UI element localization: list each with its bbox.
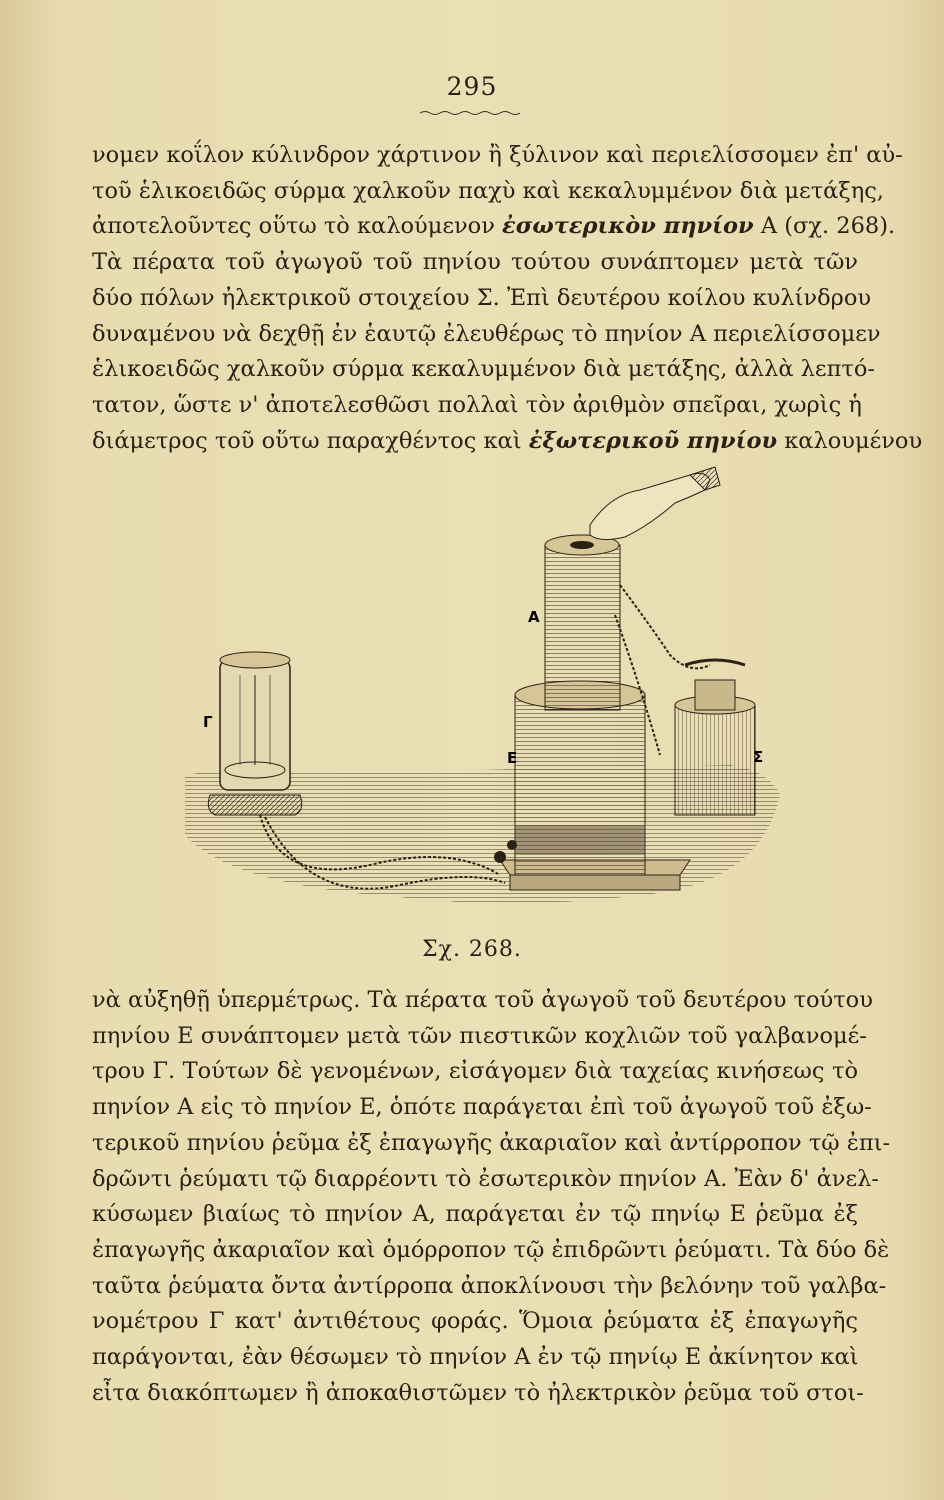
- text-line: τατον, ὥστε ν' ἀποτελεσθῶσι πολλαὶ τὸν ἀριθμὸν σπεῖραι, χωρὶς ἡ: [92, 391, 862, 418]
- text-line: νὰ αὐξηθῇ ὑπερμέτρως. Τὰ πέρατα τοῦ ἀγωγοῦ τοῦ δευτέρου τούτου: [92, 987, 873, 1013]
- text-line: κύσωμεν βιαίως τὸ πηνίον Α, παράγεται ἐν τῷ πηνίῳ Ε ῥεῦμα ἐξ: [92, 1201, 858, 1228]
- emphasized-term: ἐσωτερικὸν πηνίον: [502, 213, 754, 240]
- text-line: δυναμένου νὰ δεχθῇ ἐν ἑαυτῷ ἐλευθέρως τὸ πηνίον Α περιελίσσομεν: [92, 320, 881, 347]
- page-number: 295: [446, 72, 498, 101]
- text-line: νομέτρου Γ κατ' ἀντιθέτους φοράς. Ὅμοια ῥεύματα ἐξ ἐπαγωγῆς: [92, 1308, 858, 1335]
- figure-label-a: Α: [528, 608, 540, 626]
- induction-apparatus-illustration: [170, 465, 800, 930]
- text-line: δύο πόλων ἠλεκτρικοῦ στοιχείου Σ. Ἐπὶ δευτέρου κοίλου κυλίνδρου: [92, 284, 872, 311]
- text-line: διάμετρος τοῦ οὕτω παραχθέντος καὶ ἐξωτερικοῦ πηνίου καλουμένου: [92, 427, 923, 454]
- text-line: Τὰ πέρατα τοῦ ἀγωγοῦ τοῦ πηνίου τούτου συνάπτομεν μετὰ τῶν: [92, 249, 858, 276]
- text-line: ἑλικοειδῶς χαλκοῦν σύρμα κεκαλυμμένον διὰ μετάξης, ἀλλὰ λεπτό-: [92, 356, 875, 383]
- bottom-paragraph: [92, 983, 891, 1411]
- text-line: νομεν κοΐλον κύλινδρον χάρτινον ἢ ξύλινον καὶ περιελίσσομεν ἐπ' αὐ-: [92, 142, 903, 168]
- emphasized-term: ἐξωτερικοῦ πηνίου: [528, 427, 778, 454]
- figure-caption: Σχ. 268.: [422, 937, 522, 962]
- text-line: τερικοῦ πηνίου ῥεῦμα ἐξ ἐπαγωγῆς ἀκαριαῖον καὶ ἀντίρροπον τῷ ἐπι-: [92, 1129, 891, 1156]
- figure-label-g: Γ: [203, 713, 213, 731]
- text-line: ταῦτα ῥεύματα ὄντα ἀντίρροπα ἀποκλίνουσι τὴν βελόνην τοῦ γαλβα-: [92, 1272, 887, 1299]
- decorative-wavy-rule: [420, 110, 520, 116]
- text-line: πηνίου Ε συνάπτομεν μετὰ τῶν πιεστικῶν κοχλιῶν τοῦ γαλβανομέ-: [92, 1022, 867, 1049]
- text-line: παράγονται, ἐὰν θέσωμεν τὸ πηνίον Α ἐν τῷ πηνίῳ Ε ἀκίνητον καὶ: [92, 1344, 859, 1371]
- top-paragraph: [92, 138, 923, 459]
- text-line: εἶτα διακόπτωμεν ἢ ἀποκαθιστῶμεν τὸ ἠλεκτρικὸν ῥεῦμα τοῦ στοι-: [92, 1379, 864, 1406]
- figure-label-e: Ε: [507, 749, 518, 767]
- text-line: τρου Γ. Τούτων δὲ γενομένων, εἰσάγομεν διὰ ταχείας κινήσεως τὸ: [92, 1058, 858, 1085]
- text-line: δρῶντι ῥεύματι τῷ διαρρέοντι τὸ ἐσωτερικὸν πηνίον Α. Ἐὰν δ' ἀνελ-: [92, 1165, 879, 1192]
- text-line: ἀποτελοῦντες οὕτω τὸ καλούμενον ἐσωτερικὸν πηνίον Α (σχ. 268).: [92, 213, 896, 240]
- figure-label-s: Σ: [753, 748, 764, 766]
- text-line: ἐπαγωγῆς ἀκαριαῖον καὶ ὁμόρροπον τῷ ἐπιδρῶντι ῥεύματι. Τὰ δύο δὲ: [92, 1236, 890, 1263]
- text-line: πηνίον Α εἰς τὸ πηνίον Ε, ὁπότε παράγεται ἐπὶ τοῦ ἀγωγοῦ τοῦ ἐξω-: [92, 1094, 872, 1121]
- text-line: τοῦ ἑλικοειδῶς σύρμα χαλκοῦν παχὺ καὶ κεκαλυμμένον διὰ μετάξης,: [92, 177, 884, 204]
